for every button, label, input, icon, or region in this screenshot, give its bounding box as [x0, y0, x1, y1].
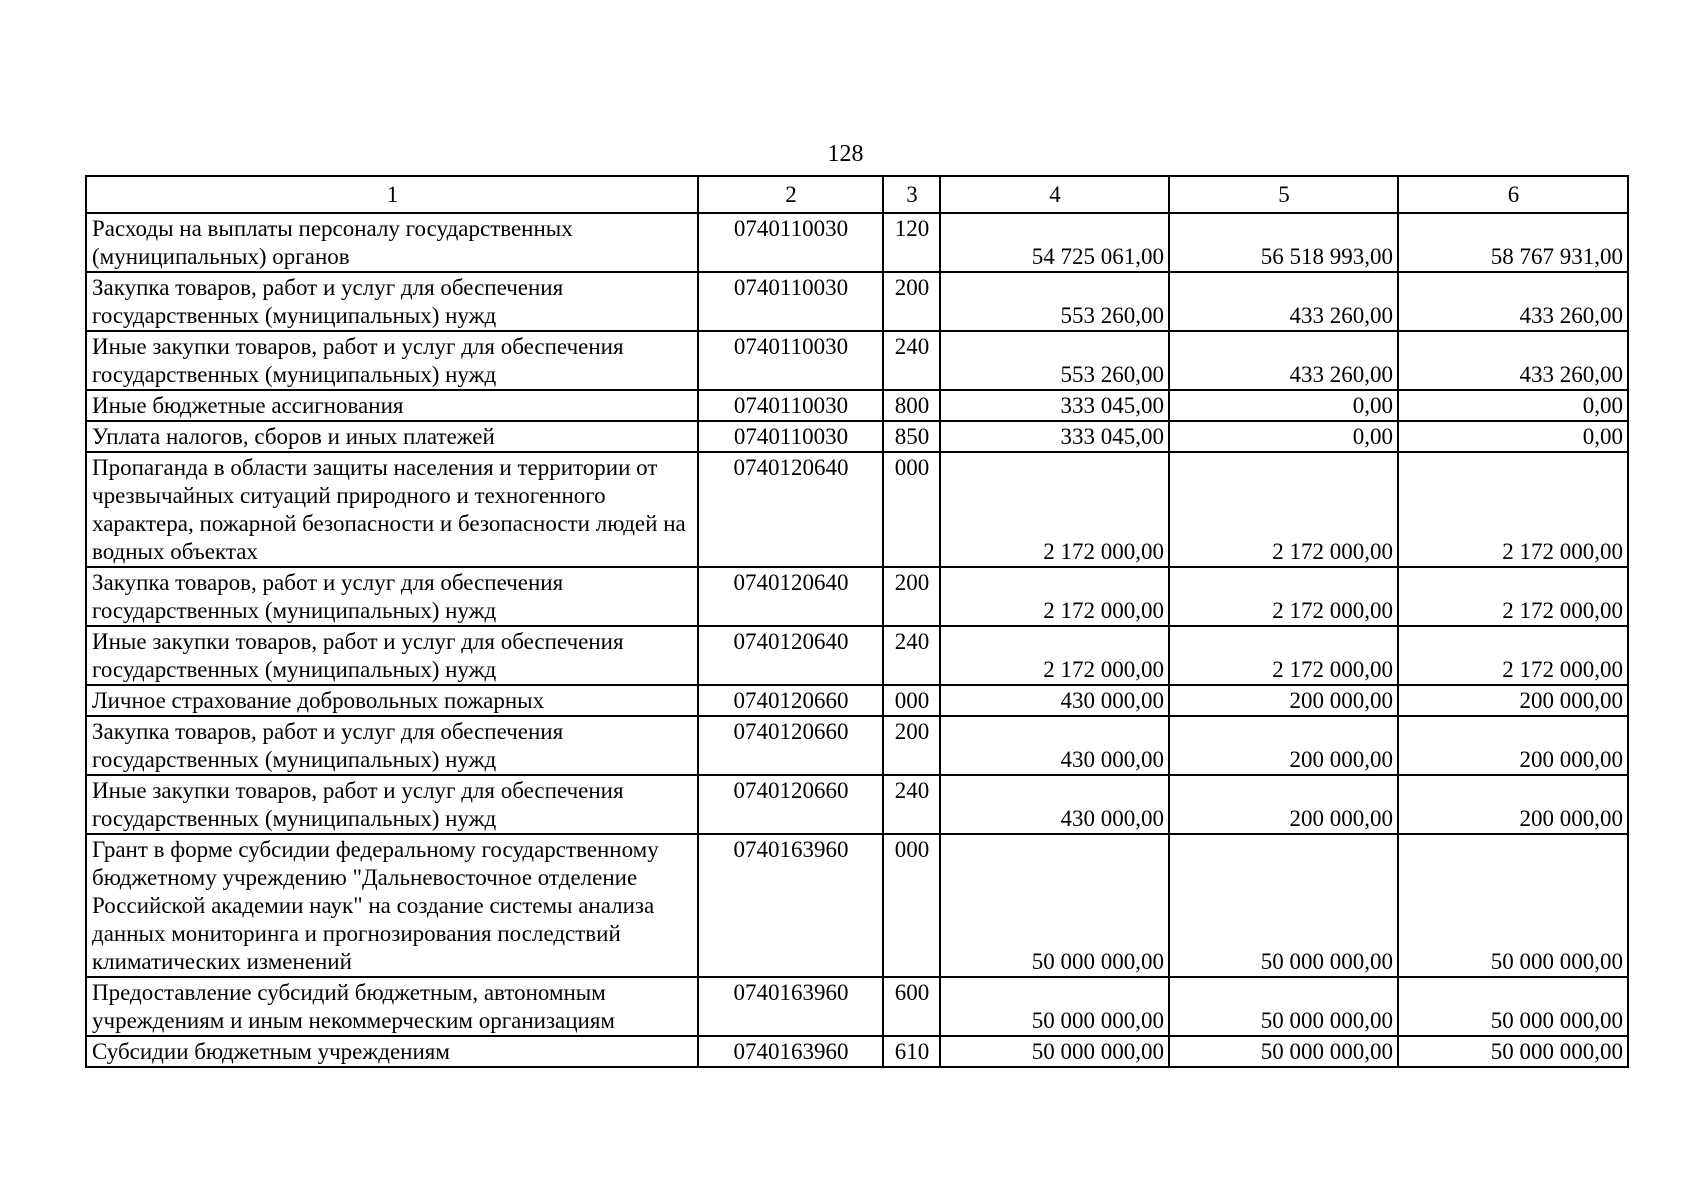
header-cell: 2: [698, 176, 883, 213]
amount-col6: 433 260,00: [1398, 331, 1628, 390]
amount-col6: 200 000,00: [1398, 685, 1628, 716]
expense-type-code: 240: [883, 331, 940, 390]
amount-col4: 50 000 000,00: [940, 977, 1169, 1036]
target-code: 0740110030: [698, 213, 883, 272]
amount-col5: 0,00: [1169, 390, 1398, 421]
amount-col5: 200 000,00: [1169, 775, 1398, 834]
amount-col6: 0,00: [1398, 390, 1628, 421]
amount-col4: 50 000 000,00: [940, 1036, 1169, 1067]
amount-col4: 430 000,00: [940, 716, 1169, 775]
header-cell: 3: [883, 176, 940, 213]
expense-name: Закупка товаров, работ и услуг для обеспечения государственных (муниципальных) нужд: [86, 716, 698, 775]
expense-type-code: 120: [883, 213, 940, 272]
amount-col4: 430 000,00: [940, 775, 1169, 834]
table-row: [86, 626, 1628, 685]
expense-type-code: 800: [883, 390, 940, 421]
target-code: 0740120660: [698, 775, 883, 834]
amount-col4: 553 260,00: [940, 331, 1169, 390]
amount-col5: 0,00: [1169, 421, 1398, 452]
target-code: 0740120640: [698, 452, 883, 567]
expense-type-code: 200: [883, 716, 940, 775]
amount-col5: 50 000 000,00: [1169, 1036, 1398, 1067]
expense-type-code: 200: [883, 272, 940, 331]
amount-col5: 50 000 000,00: [1169, 834, 1398, 977]
amount-col4: 430 000,00: [940, 685, 1169, 716]
amount-col5: 433 260,00: [1169, 331, 1398, 390]
table-row: [86, 567, 1628, 626]
amount-col6: 50 000 000,00: [1398, 1036, 1628, 1067]
expense-name: Иные закупки товаров, работ и услуг для обеспечения государственных (муниципальных) нужд: [86, 775, 698, 834]
target-code: 0740110030: [698, 421, 883, 452]
amount-col6: 0,00: [1398, 421, 1628, 452]
expense-type-code: 240: [883, 626, 940, 685]
table-row: [86, 421, 1628, 452]
table-row: [86, 272, 1628, 331]
amount-col6: 2 172 000,00: [1398, 626, 1628, 685]
table-row: [86, 834, 1628, 977]
amount-col5: 200 000,00: [1169, 716, 1398, 775]
amount-col6: 200 000,00: [1398, 775, 1628, 834]
expense-type-code: 200: [883, 567, 940, 626]
target-code: 0740110030: [698, 331, 883, 390]
amount-col6: 2 172 000,00: [1398, 567, 1628, 626]
header-cell: 4: [940, 176, 1169, 213]
amount-col6: 200 000,00: [1398, 716, 1628, 775]
amount-col6: 50 000 000,00: [1398, 977, 1628, 1036]
expense-type-code: 000: [883, 452, 940, 567]
expense-name: Закупка товаров, работ и услуг для обеспечения государственных (муниципальных) нужд: [86, 567, 698, 626]
amount-col4: 333 045,00: [940, 421, 1169, 452]
header-cell: 5: [1169, 176, 1398, 213]
expense-name: Пропаганда в области защиты населения и территории от чрезвычайных ситуаций природного и техногенного характера, пожарной безопасности и безопасности людей на водных объектах: [86, 452, 698, 567]
amount-col4: 333 045,00: [940, 390, 1169, 421]
table-row: [86, 331, 1628, 390]
amount-col5: 2 172 000,00: [1169, 567, 1398, 626]
amount-col4: 54 725 061,00: [940, 213, 1169, 272]
expense-name: Расходы на выплаты персоналу государственных (муниципальных) органов: [86, 213, 698, 272]
expense-type-code: 240: [883, 775, 940, 834]
budget-table: [85, 175, 1629, 1068]
table-row: [86, 775, 1628, 834]
header-cell: 6: [1398, 176, 1628, 213]
target-code: 0740163960: [698, 1036, 883, 1067]
amount-col4: 553 260,00: [940, 272, 1169, 331]
expense-name: Иные бюджетные ассигнования: [86, 390, 698, 421]
expense-type-code: 850: [883, 421, 940, 452]
table-row: [86, 977, 1628, 1036]
expense-type-code: 000: [883, 685, 940, 716]
amount-col5: 433 260,00: [1169, 272, 1398, 331]
target-code: 0740110030: [698, 272, 883, 331]
amount-col4: 2 172 000,00: [940, 567, 1169, 626]
expense-name: Предоставление субсидий бюджетным, автономным учреждениям и иным некоммерческим организациям: [86, 977, 698, 1036]
amount-col6: 58 767 931,00: [1398, 213, 1628, 272]
amount-col5: 200 000,00: [1169, 685, 1398, 716]
amount-col5: 2 172 000,00: [1169, 452, 1398, 567]
table-row: [86, 685, 1628, 716]
target-code: 0740120660: [698, 685, 883, 716]
target-code: 0740110030: [698, 390, 883, 421]
expense-name: Личное страхование добровольных пожарных: [86, 685, 698, 716]
expense-name: Закупка товаров, работ и услуг для обеспечения государственных (муниципальных) нужд: [86, 272, 698, 331]
header-cell: 1: [86, 176, 698, 213]
expense-name: Грант в форме субсидии федеральному государственному бюджетному учреждению "Дальневосточное отделение Российской академии наук" на создание системы анализа данных мониторинга и прогнозирования последствий климатических изменений: [86, 834, 698, 977]
table-row: [86, 452, 1628, 567]
amount-col5: 50 000 000,00: [1169, 977, 1398, 1036]
amount-col4: 2 172 000,00: [940, 452, 1169, 567]
expense-type-code: 610: [883, 1036, 940, 1067]
amount-col6: 2 172 000,00: [1398, 452, 1628, 567]
table-row: [86, 1036, 1628, 1067]
target-code: 0740120640: [698, 626, 883, 685]
amount-col6: 50 000 000,00: [1398, 834, 1628, 977]
table-row: [86, 390, 1628, 421]
expense-name: Иные закупки товаров, работ и услуг для обеспечения государственных (муниципальных) нужд: [86, 626, 698, 685]
expense-name: Уплата налогов, сборов и иных платежей: [86, 421, 698, 452]
page-number: 128: [827, 141, 864, 167]
expense-name: Субсидии бюджетным учреждениям: [86, 1036, 698, 1067]
amount-col5: 56 518 993,00: [1169, 213, 1398, 272]
target-code: 0740163960: [698, 977, 883, 1036]
header-row: [86, 176, 1628, 213]
amount-col4: 50 000 000,00: [940, 834, 1169, 977]
expense-type-code: 000: [883, 834, 940, 977]
table-row: [86, 213, 1628, 272]
target-code: 0740163960: [698, 834, 883, 977]
amount-col5: 2 172 000,00: [1169, 626, 1398, 685]
target-code: 0740120640: [698, 567, 883, 626]
target-code: 0740120660: [698, 716, 883, 775]
amount-col4: 2 172 000,00: [940, 626, 1169, 685]
amount-col6: 433 260,00: [1398, 272, 1628, 331]
expense-name: Иные закупки товаров, работ и услуг для обеспечения государственных (муниципальных) нужд: [86, 331, 698, 390]
table-row: [86, 716, 1628, 775]
expense-type-code: 600: [883, 977, 940, 1036]
